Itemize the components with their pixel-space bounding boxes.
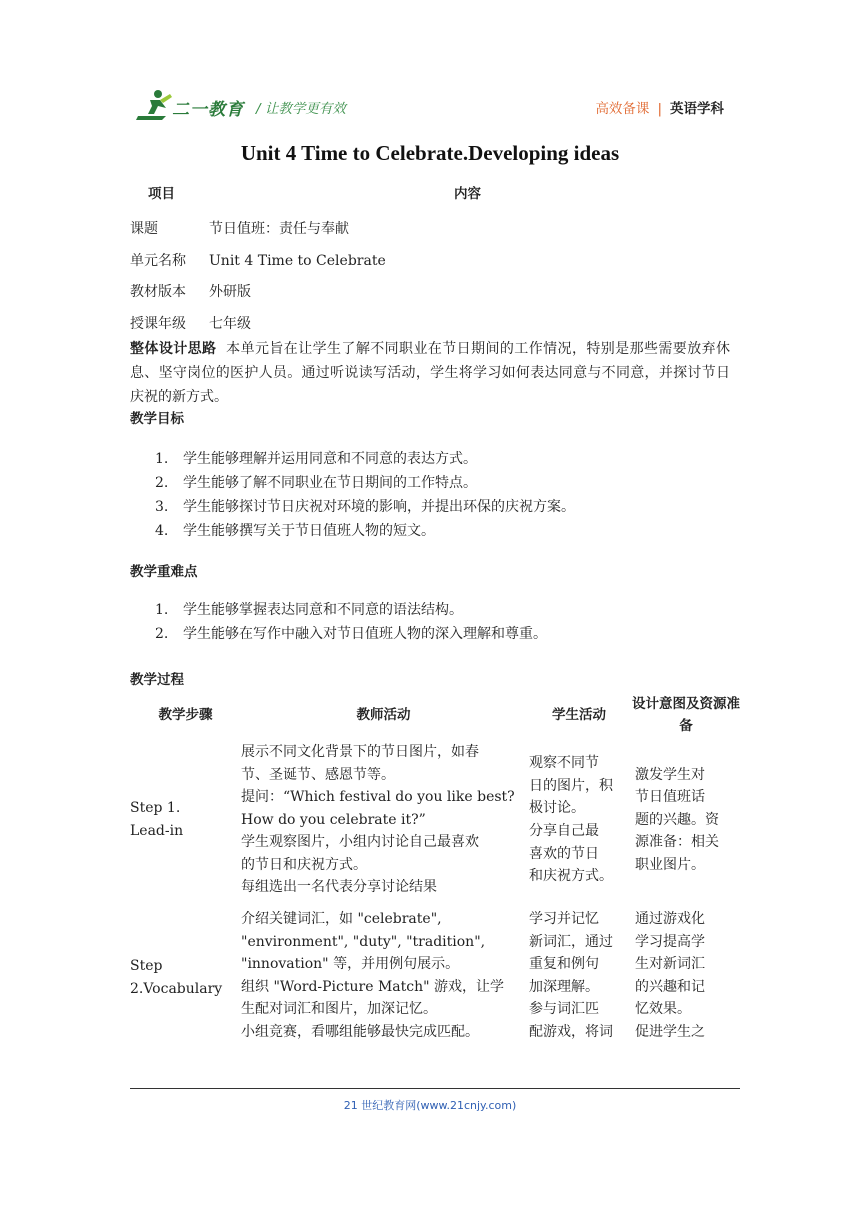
design-heading: 整体设计思路 <box>130 341 217 357</box>
logo-text: 二一教育 <box>172 100 244 120</box>
purpose-cell: 激发学生对 节日值班话 题的兴趣。资 源准备：相关 职业图片。 <box>635 766 719 873</box>
info-header-item: 项目 <box>148 186 175 202</box>
page-title: Unit 4 Time to Celebrate.Developing ideas <box>240 141 620 165</box>
table-header-row <box>130 690 740 740</box>
difficulties-heading: 教学重难点 <box>130 564 198 580</box>
column-header: 学生活动 <box>552 707 606 723</box>
header-right <box>595 97 724 117</box>
objectives-list <box>155 447 575 543</box>
process-table <box>130 690 740 1056</box>
difficulties-list <box>155 598 547 646</box>
info-value: 七年级 <box>209 316 251 332</box>
teacher-cell: 介绍关键词汇，如 "celebrate", "environment", "duty", "tradition", "innovation" 等，并用例句展示。 组织 "Word-Picture Match" 游戏，让学 生配对词汇和图片，加深记忆。 小组竞赛，看哪组能够最快完成匹配。 <box>241 911 505 1040</box>
design-paragraph <box>130 337 730 409</box>
step-cell: Step 2.Vocabulary <box>130 958 223 997</box>
table-row <box>130 900 740 1056</box>
design-text: 本单元旨在让学生了解不同职业在节日期间的工作情况，特别是那些需要放弃休息、坚守岗位的医护人员。通过听说读写活动，学生将学习如何表达同意与不同意，并探讨节日庆祝的新方式。 <box>130 341 731 405</box>
info-label: 教材版本 <box>130 284 186 300</box>
list-item: 2. 学生能够了解不同职业在节日期间的工作特点。 <box>155 475 477 491</box>
step-cell: Step 1. Lead-in <box>130 800 184 839</box>
info-label: 单元名称 <box>130 253 186 269</box>
table-row <box>130 740 740 900</box>
column-header: 设计意图及资源准备 <box>632 696 740 734</box>
footer-divider <box>130 1088 740 1089</box>
info-label: 课题 <box>130 221 158 237</box>
teacher-cell: 展示不同文化背景下的节日图片，如春 节、圣诞节、感恩节等。 提问：“Which festival do you like best? How do you celebrate it?” 学生观察图片，小组内讨论自己最喜欢 的节日和庆祝方式。 每组选出一名代表分享讨论结果 <box>241 743 515 896</box>
process-heading: 教学过程 <box>130 672 184 688</box>
purpose-cell: 通过游戏化 学习提高学 生对新词汇 的兴趣和记 忆效果。 促进学生之 <box>635 911 705 1040</box>
info-header-content: 内容 <box>454 186 481 202</box>
list-item: 1. 学生能够理解并运用同意和不同意的表达方式。 <box>155 451 477 467</box>
info-label: 授课年级 <box>130 316 186 332</box>
subject-label: 英语学科 <box>670 101 724 117</box>
column-header: 教学步骤 <box>158 707 213 723</box>
info-value: 节日值班：责任与奉献 <box>209 221 349 237</box>
info-row <box>130 313 251 333</box>
info-row <box>130 250 386 270</box>
list-item: 3. 学生能够探讨节日庆祝对环境的影响，并提出环保的庆祝方案。 <box>155 499 575 515</box>
footer-text: 21 世纪教育网(www.21cnjy.com) <box>343 1099 517 1112</box>
student-cell: 学习并记忆 新词汇，通过 重复和例句 加深理解。 参与词汇匹 配游戏，将词 <box>529 911 613 1040</box>
info-value: Unit 4 Time to Celebrate <box>209 253 386 269</box>
info-row <box>130 218 349 238</box>
student-cell: 观察不同节 日的图片，积 极讨论。 分享自己最 喜欢的节日 和庆祝方式。 <box>529 755 613 885</box>
slogan: / 让教学更有效 <box>256 101 346 117</box>
info-row <box>130 281 251 301</box>
header-separator: | <box>657 101 662 117</box>
list-item: 4. 学生能够撰写关于节日值班人物的短文。 <box>155 523 435 539</box>
section-label: 高效备课 <box>595 101 650 117</box>
column-header: 教师活动 <box>356 707 411 723</box>
info-value: 外研版 <box>209 284 251 300</box>
list-item: 1. 学生能够掌握表达同意和不同意的语法结构。 <box>155 602 463 618</box>
list-item: 2. 学生能够在写作中融入对节日值班人物的深入理解和尊重。 <box>155 626 547 642</box>
objectives-heading: 教学目标 <box>130 411 184 427</box>
